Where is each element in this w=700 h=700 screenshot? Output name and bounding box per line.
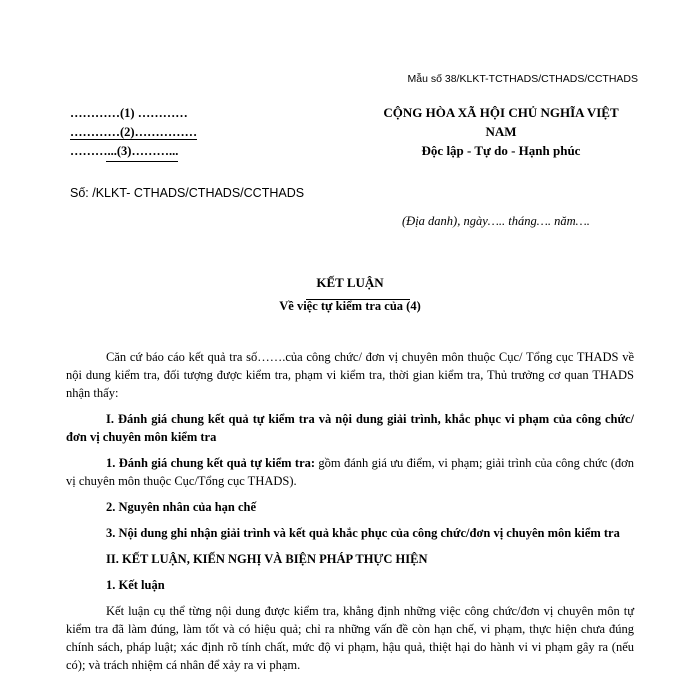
nation-name: CỘNG HÒA XÃ HỘI CHỦ NGHĨA VIỆT NAM	[383, 105, 619, 139]
item-2-heading: 2. Nguyên nhân của hạn chế	[106, 500, 257, 514]
agency-line-1: …………(1) …………	[70, 106, 188, 120]
agency-line-2	[70, 123, 310, 142]
national-header	[370, 103, 632, 160]
agency-block	[70, 104, 310, 161]
document-number: Số: /KLKT- CTHADS/CTHADS/CCTHADS	[70, 186, 305, 200]
subsection-1-heading: 1. Kết luận	[106, 578, 165, 592]
item-1-text: gồm đánh giá ưu điểm, vi phạm; giải trình của công chức (đơn vị chuyên môn thuộc Cục/Tổng cục THADS).	[66, 456, 635, 488]
agency-divider	[106, 161, 178, 162]
form-code: Mẫu số 38/KLKT-TCTHADS/CTHADS/CCTHADS	[407, 73, 638, 85]
place-date: (Địa danh), ngày….. tháng…. năm….	[402, 214, 590, 228]
item-1-label: 1. Đánh giá chung kết quả tự kiểm tra:	[106, 456, 316, 470]
agency-line-3: ………...(3)………...	[70, 144, 179, 158]
section-2-heading: II. KẾT LUẬN, KIẾN NGHỊ VÀ BIỆN PHÁP THỰC HIỆN	[106, 552, 428, 566]
conclusion-paragraph: Kết luận cụ thể từng nội dung được kiểm tra, khẳng định những việc công chức/đơn vị chuyên môn tự kiểm tra đã làm đúng, làm tốt và có hiệu quả; chỉ ra những vấn đề còn hạn chế, vi phạm, thực hiện chưa đúng chính sách, pháp luật; xác định rõ tính chất, mức độ vi phạm, hậu quả, thiệt hại do hành vi vi phạm gây ra (nếu có); và trách nhiệm cá nhân để xảy ra vi phạm.	[66, 604, 634, 672]
section-1-heading: I. Đánh giá chung kết quả tự kiểm tra và nội dung giải trình, khắc phục vi phạm của công chức/đơn vị chuyên môn kiểm tra	[66, 412, 634, 444]
item-3-heading: 3. Nội dung ghi nhận giải trình và kết quả khắc phục của công chức/đơn vị chuyên môn kiểm tra	[106, 526, 620, 540]
item-1-paragraph	[66, 454, 634, 490]
agency-line-2-text: …………(2)……………	[70, 125, 198, 139]
document-title: KẾT LUẬN	[316, 275, 384, 290]
document-subtitle: Về việc tự kiểm tra của (4)	[279, 299, 421, 313]
nation-motto: Độc lập - Tự do - Hạnh phúc	[421, 143, 581, 158]
intro-paragraph: Căn cứ báo cáo kết quả tra số…….của công chức/ đơn vị chuyên môn thuộc Cục/ Tổng cục THADS về nội dung kiểm tra, đối tượng được kiểm tra, phạm vi kiểm tra, thời gian kiểm tra, Thủ trưởng cơ quan THADS nhận thấy:	[66, 350, 634, 400]
document-body	[66, 348, 634, 674]
